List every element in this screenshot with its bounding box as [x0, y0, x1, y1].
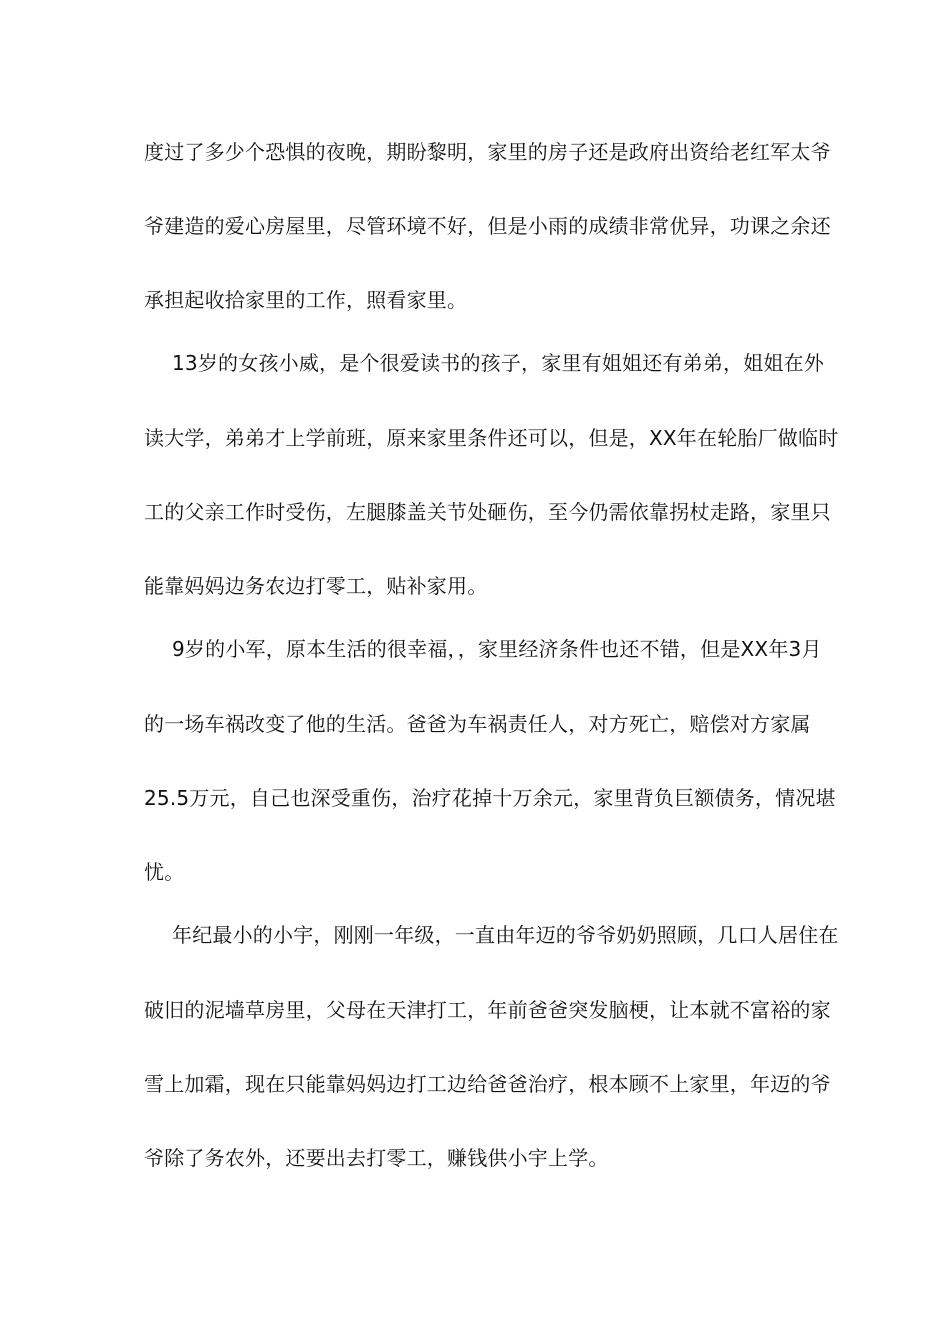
paragraph-2-line-4: 能靠妈妈边务农边打零工，贴补家用。 [144, 574, 488, 598]
paragraph-4-line-1: 年纪最小的小宇，刚刚一年级，一直由年迈的爷爷奶奶照顾，几口人居住在 [172, 923, 839, 947]
paragraph-1-line-2: 爷建造的爱心房屋里，尽管环境不好，但是小雨的成绩非常优异，功课之余还 [144, 214, 831, 238]
paragraph-1-line-3: 承担起收拾家里的工作，照看家里。 [144, 288, 468, 312]
paragraph-2-line-1: 13岁的女孩小威，是个很爱读书的孩子，家里有姐姐还有弟弟，姐姐在外 [172, 351, 825, 375]
paragraph-3-line-3: 25.5万元，自己也深受重伤，治疗花掉十万余元，家里背负巨额债务，情况堪 [144, 786, 836, 810]
paragraph-4-line-4: 爷除了务农外，还要出去打零工，赚钱供小宇上学。 [144, 1146, 609, 1170]
paragraph-3-line-1: 9岁的小军，原本生活的很幸福，，家里经济条件也还不错，但是XX年3月 [172, 637, 822, 661]
paragraph-4-line-3: 雪上加霜，现在只能靠妈妈边打工边给爸爸治疗，根本顾不上家里，年迈的爷 [144, 1072, 831, 1096]
paragraph-3-line-4: 忧。 [144, 860, 185, 884]
paragraph-3-line-2: 的一场车祸改变了他的生活。爸爸为车祸责任人，对方死亡，赔偿对方家属 [144, 712, 811, 736]
paragraph-1-line-1: 度过了多少个恐惧的夜晚，期盼黎明，家里的房子还是政府出资给老红军太爷 [144, 140, 831, 164]
paragraph-2-line-2: 读大学，弟弟才上学前班，原来家里条件还可以，但是，XX年在轮胎厂做临时 [144, 426, 839, 450]
paragraph-2-line-3: 工的父亲工作时受伤，左腿膝盖关节处砸伤，至今仍需依靠拐杖走路，家里只 [144, 500, 831, 524]
paragraph-4-line-2: 破旧的泥墙草房里，父母在天津打工，年前爸爸突发脑梗，让本就不富裕的家 [144, 998, 831, 1022]
